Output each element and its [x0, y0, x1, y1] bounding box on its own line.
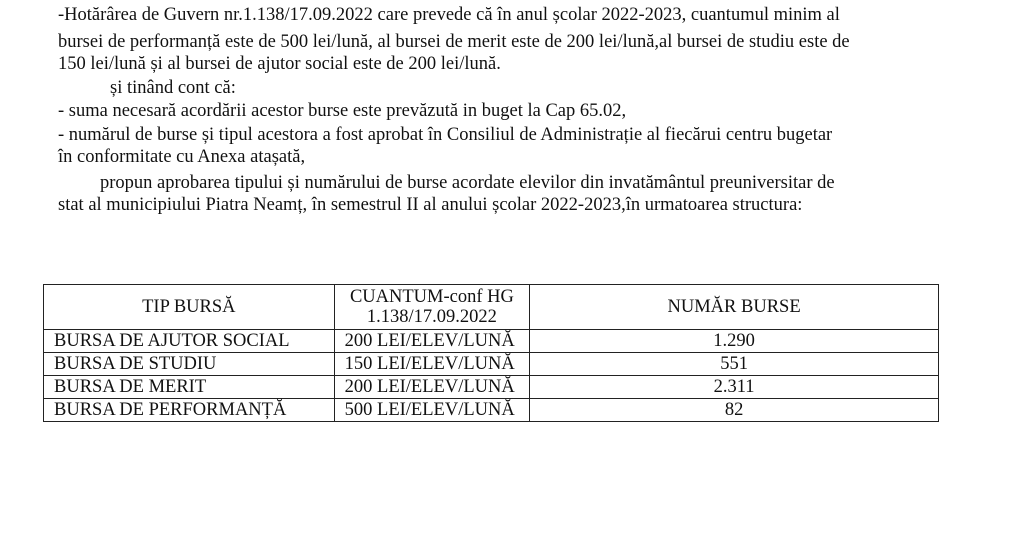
cell-amount: 500 LEI/ELEV/LUNĂ — [334, 399, 530, 422]
cell-amount: 150 LEI/ELEV/LUNĂ — [334, 353, 530, 376]
approval-note-line-2: în conformitate cu Anexa atașată, — [58, 147, 306, 167]
table-row — [44, 376, 939, 399]
table-row — [44, 353, 939, 376]
hg-decision-line-1: -Hotărârea de Guvern nr.1.138/17.09.2022 care prevede că în anul școlar 2022-2023, cuantumul minim al — [58, 5, 840, 25]
hg-decision-line-3: 150 lei/lună și al bursei de ajutor social este de 200 lei/lună. — [58, 54, 501, 74]
cell-type: BURSA DE PERFORMANȚĂ — [44, 399, 335, 422]
table-row — [44, 399, 939, 422]
header-amount-line-1: CUANTUM-conf HG — [349, 287, 514, 307]
hg-decision-line-2: bursei de performanță este de 500 lei/lună, al bursei de merit este de 200 lei/lună,al bursei de studiu este de — [58, 32, 850, 52]
cell-type: BURSA DE MERIT — [44, 376, 335, 399]
header-count: NUMĂR BURSE — [530, 285, 939, 330]
cell-count: 1.290 — [530, 330, 939, 353]
budget-note-line: - suma necesară acordării acestor burse este prevăzută in buget la Cap 65.02, — [58, 101, 627, 121]
approval-note-line-1: - numărul de burse și tipul acestora a fost aprobat în Consiliul de Administrație al fiecărui centru bugetar — [58, 125, 833, 145]
cell-type: BURSA DE STUDIU — [44, 353, 335, 376]
cell-count: 82 — [530, 399, 939, 422]
table-header-row — [44, 285, 939, 330]
proposal-line-2: stat al municipiului Piatra Neamț, în semestrul II al anului școlar 2022-2023,în urmatoarea structura: — [58, 195, 803, 215]
considering-phrase: și tinând cont că: — [110, 78, 236, 98]
cell-amount: 200 LEI/ELEV/LUNĂ — [334, 376, 530, 399]
table-row — [44, 330, 939, 353]
header-type: TIP BURSĂ — [44, 285, 335, 330]
cell-type: BURSA DE AJUTOR SOCIAL — [44, 330, 335, 353]
cell-amount: 200 LEI/ELEV/LUNĂ — [334, 330, 530, 353]
scholarship-table — [43, 284, 939, 422]
cell-count: 2.311 — [530, 376, 939, 399]
header-amount-line-2: 1.138/17.09.2022 — [366, 307, 497, 327]
header-amount — [334, 285, 530, 330]
cell-count: 551 — [530, 353, 939, 376]
proposal-line-1: propun aprobarea tipului și numărului de burse acordate elevilor din invatământul preuniversitar de — [100, 173, 835, 193]
